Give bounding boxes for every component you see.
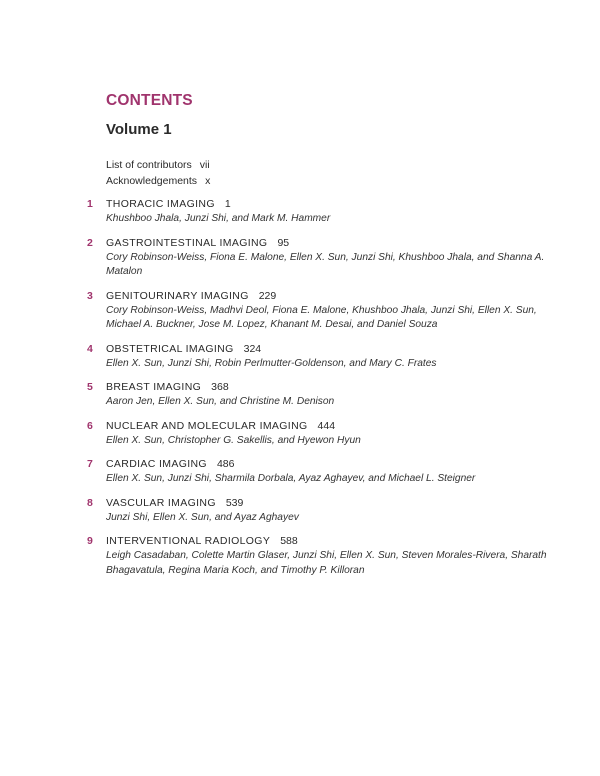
chapter-page: 324 [243, 342, 262, 355]
chapter-number: 3 [87, 289, 93, 302]
chapter-title-line [106, 380, 566, 395]
chapter-entry[interactable] [0, 534, 600, 578]
chapter-title-line [106, 496, 566, 511]
chapter-number: 7 [87, 458, 93, 470]
chapter-title: THORACIC IMAGING [106, 198, 215, 210]
chapter-number: 2 [87, 236, 93, 249]
chapter-title: CARDIAC IMAGING [106, 458, 207, 470]
chapter-entry[interactable] [0, 236, 600, 280]
chapter-title-line [106, 342, 566, 357]
chapter-list [0, 197, 600, 587]
chapter-authors: Junzi Shi, Ellen X. Sun, and Ayaz Aghayev [106, 511, 299, 523]
chapter-entry[interactable] [0, 342, 600, 372]
chapter-authors: Ellen X. Sun, Junzi Shi, Robin Perlmutter-Goldenson, and Mary C. Frates [106, 357, 437, 369]
chapter-page: 368 [211, 381, 229, 393]
chapter-number: 9 [87, 535, 93, 547]
chapter-number: 8 [87, 496, 93, 509]
chapter-title-line [106, 236, 566, 251]
chapter-title: GENITOURINARY IMAGING [106, 289, 249, 302]
front-matter-label: List of contributors [106, 159, 192, 171]
chapter-page: 1 [224, 198, 231, 210]
chapter-title: GASTROINTESTINAL IMAGING [106, 236, 268, 249]
chapter-title-line [106, 457, 566, 472]
chapter-page: 95 [277, 236, 290, 249]
contents-heading: CONTENTS [106, 92, 193, 109]
chapter-page: 539 [225, 496, 244, 509]
front-matter [106, 157, 210, 189]
chapter-authors: Cory Robinson-Weiss, Madhvi Deol, Fiona E. Malone, Khushboo Jhala, Junzi Shi, Ellen X. Sun, Michael A. Buckner, Jose M. Lopez, Khanant M. Desai, and Daniel Souza [106, 304, 537, 330]
chapter-entry[interactable] [0, 289, 600, 333]
chapter-entry[interactable] [0, 380, 600, 410]
chapter-number: 5 [87, 381, 93, 393]
chapter-entry[interactable] [0, 419, 600, 449]
chapter-authors: Aaron Jen, Ellen X. Sun, and Christine M. Denison [106, 396, 335, 407]
chapter-number: 6 [87, 419, 93, 432]
chapter-authors: Ellen X. Sun, Christopher G. Sakellis, and Hyewon Hyun [106, 434, 361, 446]
chapter-number: 4 [87, 342, 93, 355]
chapter-page: 229 [258, 289, 277, 302]
chapter-authors: Khushboo Jhala, Junzi Shi, and Mark M. Hammer [106, 213, 331, 224]
chapter-authors: Leigh Casadaban, Colette Martin Glaser, Junzi Shi, Ellen X. Sun, Steven Morales-Rivera, Sharath Bhagavatula, Regina Maria Koch, and Timothy P. Killoran [106, 550, 547, 576]
front-matter-page: vii [199, 159, 210, 171]
chapter-title-line [106, 534, 566, 549]
chapter-entry[interactable] [0, 457, 600, 487]
chapter-page: 588 [280, 535, 298, 547]
chapter-title-line [106, 289, 566, 304]
chapter-title: BREAST IMAGING [106, 381, 202, 393]
chapter-title: OBSTETRICAL IMAGING [106, 342, 234, 355]
front-matter-page: x [205, 175, 211, 187]
chapter-page: 486 [216, 458, 235, 470]
front-matter-item[interactable] [106, 173, 210, 189]
chapter-title-line [106, 419, 566, 434]
chapter-title: INTERVENTIONAL RADIOLOGY [106, 535, 271, 547]
volume-heading: Volume 1 [106, 121, 172, 138]
chapter-title: VASCULAR IMAGING [106, 496, 216, 509]
chapter-number: 1 [87, 198, 93, 210]
chapter-entry[interactable] [0, 496, 600, 526]
front-matter-label: Acknowledgements [106, 175, 198, 187]
front-matter-item[interactable] [106, 157, 210, 173]
chapter-title-line [106, 197, 566, 212]
chapter-page: 444 [317, 419, 336, 432]
chapter-authors: Cory Robinson-Weiss, Fiona E. Malone, Ellen X. Sun, Junzi Shi, Khushboo Jhala, and Shanna A. Matalon [106, 251, 545, 277]
chapter-title: NUCLEAR AND MOLECULAR IMAGING [106, 419, 308, 432]
chapter-authors: Ellen X. Sun, Junzi Shi, Sharmila Dorbala, Ayaz Aghayev, and Michael L. Steigner [106, 473, 476, 484]
chapter-entry[interactable] [0, 197, 600, 227]
